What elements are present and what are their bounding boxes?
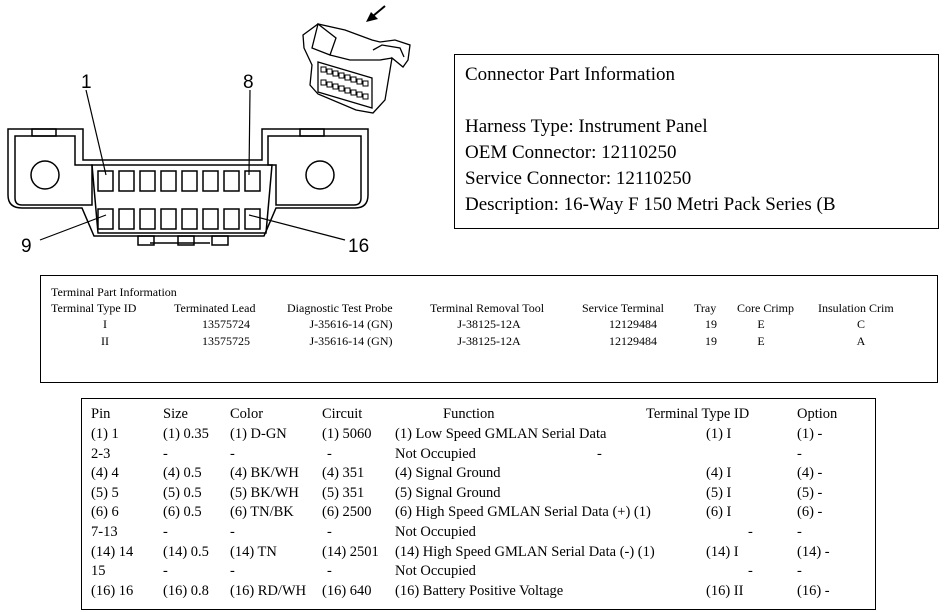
pin-cavity-bottom-5 — [182, 209, 197, 229]
pin-table-cell: - — [327, 445, 332, 462]
pin-table-cell: (4) 4 — [91, 465, 119, 482]
pin-cavities — [98, 171, 260, 229]
pin-table-cell: (14) 14 — [91, 543, 134, 560]
terminal-cell: 12129484 — [609, 317, 657, 331]
pin-table-cell: (14) 0.5 — [163, 543, 209, 560]
terminal-header: Tray — [694, 301, 717, 315]
pin-label-1: 1 — [81, 72, 92, 93]
pin-table-cell: (6) High Speed GMLAN Serial Data (+) (1) — [395, 504, 651, 521]
pin-table-cell: 15 — [91, 563, 106, 580]
pin-table-cell: (5) 0.5 — [163, 484, 202, 501]
pin-table-cell: (16) Battery Positive Voltage — [395, 582, 564, 599]
terminal-cell: E — [757, 317, 765, 331]
pin-label-9: 9 — [21, 236, 32, 257]
pin-table-cell: (14) TN — [230, 543, 277, 560]
pin-table-cell: (6) 6 — [91, 504, 119, 521]
pin-table-cell: - — [327, 563, 332, 580]
pin-table-cell: (1) 5060 — [322, 426, 372, 442]
pin-table-cell: (14) I — [706, 543, 739, 560]
connector-perspective-icon — [303, 24, 410, 113]
terminal-cell: C — [856, 317, 866, 331]
pin-table-cell: (14) High Speed GMLAN Serial Data (-) (1) — [395, 543, 655, 560]
part-info-title: Connector Part Information — [465, 64, 676, 85]
pin-table-cell: (6) - — [797, 504, 823, 521]
pin-table-cell: - — [163, 445, 168, 462]
arrow-down-left-icon — [366, 6, 385, 22]
pin-table-cell: - — [797, 563, 802, 580]
pin-cavity-top-8 — [245, 171, 260, 191]
pin-table-cell: (6) 2500 — [322, 504, 372, 521]
service-connector: Service Connector: 12110250 — [465, 168, 692, 189]
terminal-header: Terminated Lead — [174, 301, 256, 315]
pin-table-cell: - — [797, 445, 802, 462]
pin-table-cell: (16) RD/WH — [230, 582, 307, 599]
terminal-header: Insulation Crim — [818, 301, 894, 315]
terminal-header: Terminal Removal Tool — [430, 301, 545, 315]
connector-part-info — [454, 54, 939, 229]
terminal-header: Core Crimp — [737, 301, 794, 315]
terminal-cell: 13575724 — [202, 317, 250, 331]
terminal-info-title: Terminal Part Information — [51, 285, 177, 299]
pin-table-cell: - — [230, 524, 235, 540]
pin-cavity-top-3 — [140, 171, 155, 191]
pin-table-cell: (1) Low Speed GMLAN Serial Data — [395, 426, 607, 442]
pin-cavity-bottom-8 — [245, 209, 260, 229]
pin-table-cell: - — [748, 563, 753, 580]
pin-table-cell: (5) 351 — [322, 484, 365, 501]
pin-table-cell: (4) - — [797, 465, 823, 482]
pin-header: Terminal Type ID — [646, 406, 750, 422]
pin-header: Size — [163, 406, 188, 422]
terminal-part-info — [40, 275, 938, 383]
pin-cavity-bottom-7 — [224, 209, 239, 229]
terminal-cell: E — [757, 334, 765, 348]
pin-table-cell: - — [597, 445, 602, 462]
pin-header: Option — [797, 406, 838, 422]
pin-table-cell: (1) I — [706, 426, 732, 442]
pin-table-cell: (4) BK/WH — [230, 465, 299, 482]
pin-table-cell: Not Occupied — [395, 563, 476, 580]
pin-table-cell: Not Occupied — [395, 445, 476, 462]
pin-table-cell: - — [230, 563, 235, 580]
pin-cavity-top-7 — [224, 171, 239, 191]
terminal-cell: 19 — [705, 317, 717, 331]
pin-table-cell: 7-13 — [91, 524, 118, 540]
pin-label-16: 16 — [348, 236, 370, 257]
pin-cavity-bottom-2 — [119, 209, 134, 229]
pin-table-cell: (1) D-GN — [230, 426, 287, 442]
terminal-header: Service Terminal — [582, 301, 664, 315]
pin-table-cell: 2-3 — [91, 445, 111, 462]
pin-table-cell: (5) Signal Ground — [395, 484, 501, 501]
pin-cavity-bottom-4 — [161, 209, 176, 229]
pin-table-cell: - — [163, 524, 168, 540]
pin-cavity-top-6 — [203, 171, 218, 191]
pin-table-cell: (5) BK/WH — [230, 484, 299, 501]
pin-header: Circuit — [322, 406, 363, 422]
pin-cavity-top-2 — [119, 171, 134, 191]
terminal-header: Terminal Type ID — [51, 301, 137, 315]
pin-table-cell: (16) 0.8 — [163, 582, 209, 599]
pin-table-cell: (4) I — [706, 465, 732, 482]
pin-table-cell: (6) 0.5 — [163, 504, 202, 521]
terminal-cell: I — [103, 317, 107, 331]
terminal-cell: 12129484 — [609, 334, 657, 348]
pin-table-cell: (16) 640 — [322, 582, 372, 599]
pin-table-cell: - — [327, 524, 332, 540]
pin-cavity-bottom-6 — [203, 209, 218, 229]
pin-table-cell: (5) - — [797, 484, 823, 501]
pin-table-cell: (4) Signal Ground — [395, 465, 501, 482]
pin-table-cell: (16) II — [706, 582, 744, 599]
pin-cavity-top-5 — [182, 171, 197, 191]
pin-table-cell: (14) 2501 — [322, 543, 379, 560]
pin-cavity-bottom-1 — [98, 209, 113, 229]
description: Description: 16-Way F 150 Metri Pack Series (B — [465, 194, 836, 215]
terminal-cell: 19 — [705, 334, 717, 348]
pin-table-cell: (6) I — [706, 504, 732, 521]
pin-table-cell: (1) - — [797, 426, 823, 442]
terminal-cell: J-38125-12A — [457, 317, 521, 331]
terminal-header: Diagnostic Test Probe — [287, 301, 393, 315]
pin-table-cell: (5) I — [706, 484, 732, 501]
terminal-cell: J-35616-14 (GN) — [309, 334, 393, 348]
pin-table-cell: (14) - — [797, 543, 830, 560]
pin-cavity-bottom-3 — [140, 209, 155, 229]
terminal-cell: J-35616-14 (GN) — [309, 317, 393, 331]
pin-table-cell: - — [230, 445, 235, 462]
terminal-cell: II — [101, 334, 109, 348]
pin-table-cell: - — [748, 524, 753, 540]
pin-table-cell: - — [797, 524, 802, 540]
pin-cavity-top-4 — [161, 171, 176, 191]
pin-table-cell: (16) - — [797, 582, 830, 599]
pin-table-cell: (6) TN/BK — [230, 504, 294, 521]
pin-table-cell: (16) 16 — [91, 582, 134, 599]
pin-label-8: 8 — [243, 72, 254, 93]
pin-table-cell: (5) 5 — [91, 484, 119, 501]
pin-table-cell: - — [163, 563, 168, 580]
pin-table-cell: (4) 0.5 — [163, 465, 202, 482]
pin-table-cell: (4) 351 — [322, 465, 365, 482]
pin-header: Color — [230, 406, 264, 422]
harness-type: Harness Type: Instrument Panel — [465, 116, 708, 137]
terminal-cell: 13575725 — [202, 334, 250, 348]
terminal-cell: J-38125-12A — [457, 334, 521, 348]
pin-header: Pin — [91, 406, 111, 422]
terminal-cell: A — [856, 334, 866, 348]
pin-table-cell: (1) 1 — [91, 426, 119, 442]
pin-table-cell: (1) 0.35 — [163, 426, 209, 442]
pin-function-table — [81, 398, 876, 610]
pin-header: Function — [443, 406, 495, 422]
oem-connector: OEM Connector: 12110250 — [465, 142, 677, 163]
pin-table-cell: Not Occupied — [395, 524, 476, 540]
